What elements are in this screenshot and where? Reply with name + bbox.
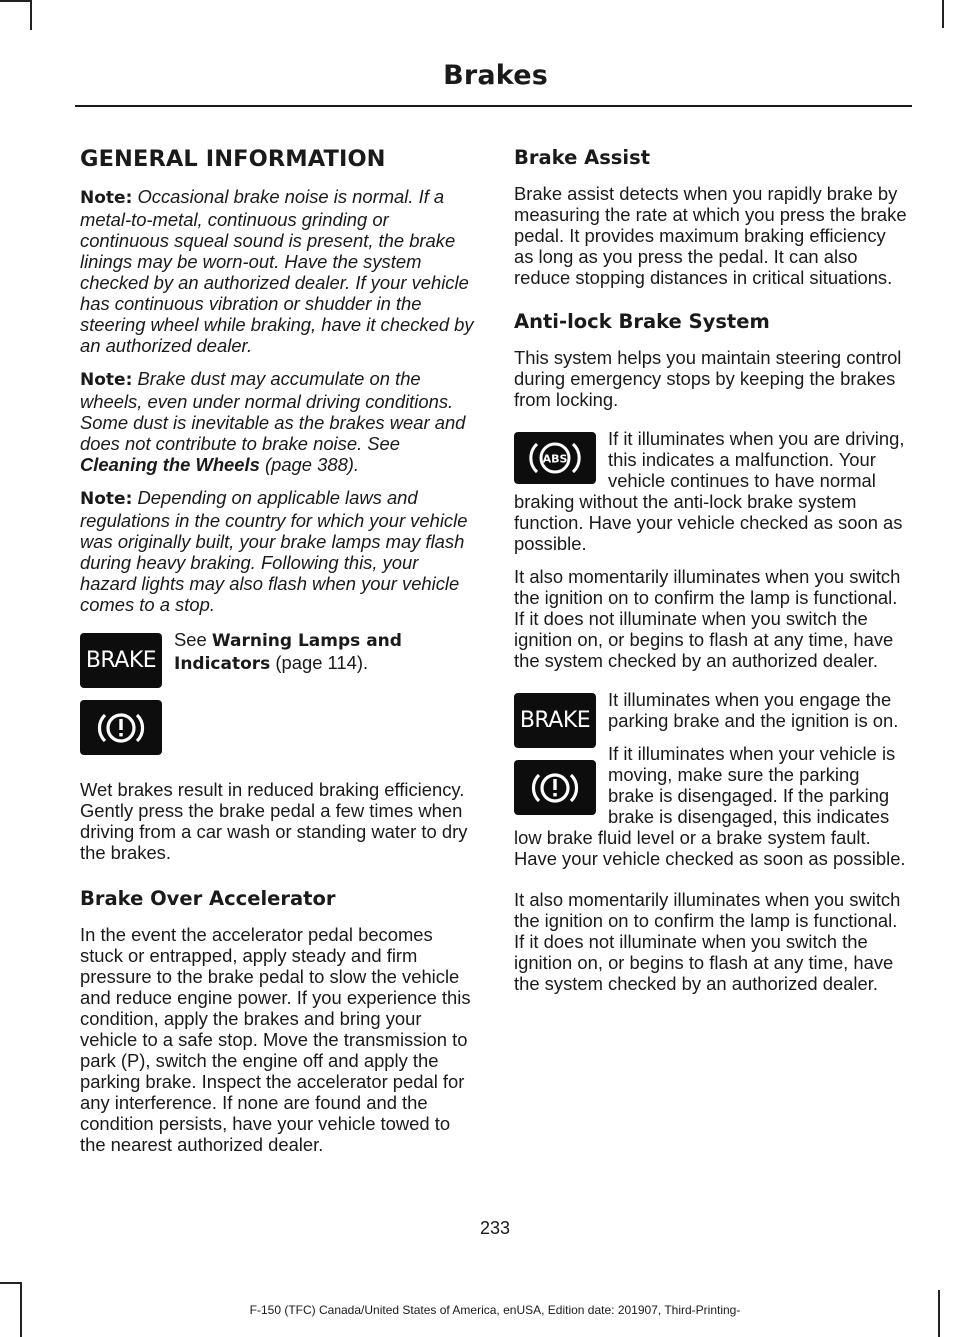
note-paragraph	[80, 186, 475, 356]
note-paragraph	[80, 368, 475, 475]
brake-exclamation-lamp-icon	[80, 700, 162, 755]
note-text: Depending on applicable laws and regulations in the country for which your vehicle was originally built, your brake lamps may flash during heavy braking. Following this, your hazard lights may also flash when your vehicle comes to a stop.	[80, 487, 468, 615]
section-heading: GENERAL INFORMATION	[80, 146, 386, 172]
body-paragraph: It illuminates when you engage the parking brake and the ignition is on.	[608, 689, 899, 731]
body-paragraph: It also momentarily illuminates when you switch the ignition on to confirm the lamp is functional. If it does not illuminate when you switch the ignition on, or begins to flash at any time, have the system checked by an authorized dealer.	[514, 889, 901, 994]
header-rule	[75, 105, 912, 107]
page-header-title: Brakes	[443, 60, 548, 91]
body-paragraph: In the event the accelerator pedal becomes stuck or entrapped, apply steady and firm pressure to the brake pedal to slow the vehicle and reduce engine power. If you experience this condition, apply the brakes and bring your vehicle to a safe stop. Move the transmission to park (P), switch the engine off and apply the parking brake. Inspect the accelerator pedal for any interference. If none are found and the condition persists, have your vehicle towed to the nearest authorized dealer.	[80, 924, 471, 1155]
crop-mark	[942, 0, 944, 28]
note-label: Note:	[80, 489, 133, 509]
brake-warning-lamp-icon: BRAKE	[514, 693, 596, 748]
brake-exclamation-lamp-icon	[514, 760, 596, 815]
warning-lamp-block	[80, 629, 475, 759]
lamp-icon-group	[514, 693, 596, 815]
cross-reference-link[interactable]: Cleaning the Wheels	[80, 454, 260, 475]
parking-brake-lamp-block	[514, 689, 908, 869]
body-paragraph: It also momentarily illuminates when you switch the ignition on to confirm the lamp is functional. If it does not illuminate when you switch the ignition on, or begins to flash at any time, have the system checked by an authorized dealer.	[514, 566, 901, 671]
left-column	[80, 140, 475, 1167]
page-number: 233	[479, 1218, 511, 1238]
see-prefix: See	[174, 629, 212, 650]
abs-lamp-block	[514, 428, 908, 554]
subsection-heading: Brake Assist	[514, 146, 651, 169]
page-reference: (page 114).	[270, 652, 369, 673]
cross-reference-link[interactable]: Warning Lamps and Indicators	[174, 631, 402, 674]
body-paragraph: Wet brakes result in reduced braking efficiency. Gently press the brake pedal a few times when driving from a car wash or standing water to dry the brakes.	[80, 779, 468, 863]
page-reference: (page 388).	[259, 454, 360, 475]
note-text: Occasional brake noise is normal. If a metal-to-metal, continuous grinding or continuous squeal sound is present, the brake linings may be worn-out. Have the system checked by an authorized dealer. If your vehicle has continuous vibration or shudder in the steering wheel while braking, have it checked by an authorized dealer.	[80, 186, 474, 356]
abs-warning-lamp-icon	[514, 432, 596, 484]
crop-mark	[0, 1282, 22, 1284]
subsection-heading: Anti-lock Brake System	[514, 310, 770, 333]
body-paragraph: If it illuminates when your vehicle is moving, make sure the parking brake is disengaged. If the parking brake is disengaged, this indicates low brake fluid level or a brake system fault. Have your vehicle checked as soon as possible.	[514, 743, 906, 869]
body-paragraph: Brake assist detects when you rapidly brake by measuring the rate at which you press the brake pedal. It provides maximum braking efficiency as long as you press the pedal. It can also reduce stopping distances in critical situations.	[514, 183, 907, 288]
body-paragraph: This system helps you maintain steering control during emergency stops by keeping the brakes from locking.	[514, 347, 902, 410]
note-label: Note:	[80, 188, 133, 208]
body-paragraph: If it illuminates when you are driving, this indicates a malfunction. Your vehicle continues to have normal braking without the anti-lock brake system function. Have your vehicle checked as soon as possible.	[514, 428, 905, 554]
note-label: Note:	[80, 370, 133, 390]
lamp-icon-group	[80, 633, 162, 755]
page-footer: F-150 (TFC) Canada/United States of America, enUSA, Edition date: 201907, Third-Printing-	[249, 1303, 741, 1317]
note-text: Brake dust may accumulate on the wheels, even under normal driving conditions. Some dust is inevitable as the brakes wear and does not contribute to brake noise. See	[80, 368, 466, 454]
svg-text:ABS: ABS	[542, 452, 568, 466]
brake-warning-lamp-icon: BRAKE	[80, 633, 162, 688]
right-column	[514, 140, 908, 1006]
crop-mark	[0, 0, 32, 2]
note-paragraph	[80, 487, 475, 615]
crop-mark	[30, 0, 32, 30]
subsection-heading: Brake Over Accelerator	[80, 887, 336, 910]
lamp-icon-group	[514, 432, 596, 484]
